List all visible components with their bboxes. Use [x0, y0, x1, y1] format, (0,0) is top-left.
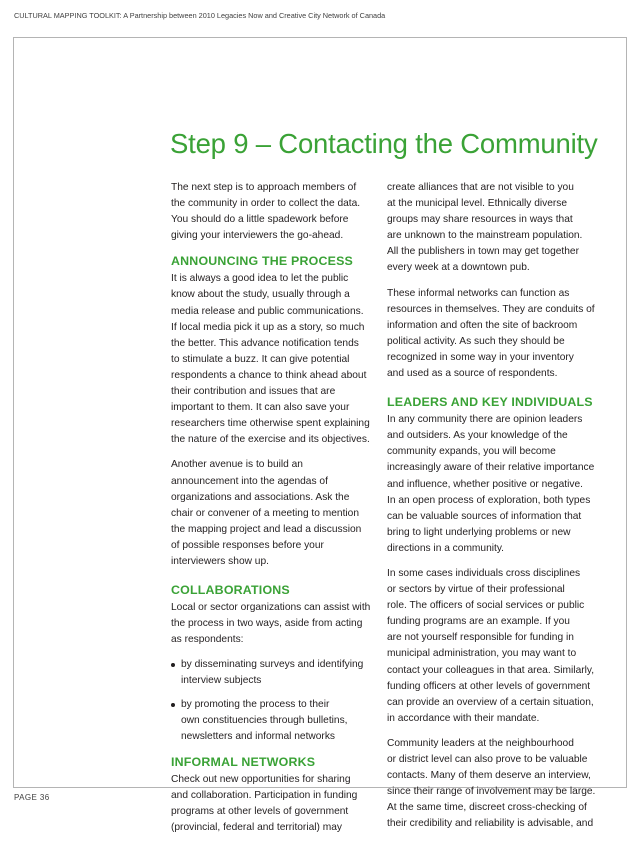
running-header: CULTURAL MAPPING TOOLKIT: A Partnership between 2010 Legacies Now and Creative City Network of Canada	[14, 11, 386, 20]
text-line: political activity. As such they should be	[387, 335, 565, 347]
bullet-text	[181, 697, 369, 745]
text-line: the process in two ways, aside from acting	[171, 618, 363, 630]
text-line: important to them. It can also save your	[171, 402, 350, 414]
heading-collaborations: COLLABORATIONS	[171, 583, 290, 598]
announcing-paragraph-1	[171, 271, 369, 448]
text-line: are unknown to the mainstream population.	[387, 230, 583, 242]
text-line: their contribution and issues that are	[171, 386, 336, 398]
text-line: media release and public communications.	[171, 305, 364, 317]
text-line: chair or convener of a meeting to mention	[171, 507, 360, 519]
list-item	[171, 697, 369, 745]
announcing-paragraph-2	[171, 457, 369, 570]
text-line: newsletters and informal networks	[181, 730, 336, 742]
right-column	[387, 180, 596, 841]
text-line: can be valuable sources of information that	[387, 510, 582, 522]
text-line: are not yourself responsible for funding in	[387, 632, 574, 644]
text-line: interviewers show up.	[171, 555, 269, 567]
text-line: organizations and associations. Ask the	[171, 491, 350, 503]
text-line: role. The officers of social services or public	[387, 600, 585, 612]
text-line: The next step is to approach members of	[171, 182, 357, 193]
text-line: Community leaders at the neighbourhood	[387, 737, 574, 749]
text-line: In any community there are opinion leaders	[387, 414, 583, 426]
text-line: and collaboration. Participation in funding	[171, 789, 358, 801]
text-line: and used as a source of respondents.	[387, 368, 558, 380]
heading-informal-networks: INFORMAL NETWORKS	[171, 754, 316, 769]
text-line: All the publishers in town may get together	[387, 246, 579, 258]
text-line: by promoting the process to their	[181, 698, 330, 710]
text-line: or sectors by virtue of their professional	[387, 584, 565, 596]
text-line: by disseminating surveys and identifying	[181, 659, 364, 671]
text-line: researchers time otherwise spent explaining	[171, 418, 370, 430]
text-line: Another avenue is to build an	[171, 459, 303, 471]
intro-paragraph	[171, 180, 369, 244]
text-line: or district level can also prove to be valuable	[387, 754, 588, 765]
page-title: Step 9 – Contacting the Community	[170, 128, 598, 159]
leaders-paragraph-2	[387, 566, 595, 727]
list-item	[171, 657, 369, 689]
text-line: to stimulate a buzz. It can give potential	[171, 353, 350, 365]
collaborations-intro	[171, 600, 369, 648]
text-line: giving your interviewers the go-ahead.	[171, 230, 344, 242]
text-line: in accordance with their mandate.	[387, 712, 540, 724]
text-line: the community in order to collect the data.	[171, 198, 361, 210]
text-line: directions in a community.	[387, 542, 505, 554]
text-line: Local or sector organizations can assist with	[171, 602, 371, 614]
bullet-text	[181, 657, 369, 689]
leaders-paragraph-1	[387, 412, 595, 557]
text-line: funding officers at other levels of government	[387, 680, 591, 692]
text-line: their credibility and reliability is advisable, and	[387, 818, 594, 830]
text-line: since their range of involvement may be large.	[387, 786, 596, 798]
text-line: In some cases individuals cross disciplines	[387, 567, 581, 579]
text-line: In an open process of exploration, both types	[387, 494, 591, 506]
heading-announcing-the-process: ANNOUNCING THE PROCESS	[171, 254, 354, 269]
text-line: municipal administration, you may want to	[387, 648, 577, 660]
text-line: and influence, whether positive or negative.	[387, 478, 583, 490]
text-line: announcement into the agendas of	[171, 475, 328, 487]
text-line: of possible responses before your	[171, 539, 324, 551]
text-line: know about the study, usually through a	[171, 289, 350, 301]
text-line: community expands, you will become	[387, 446, 556, 458]
text-line: groups may share resources in ways that	[387, 214, 573, 226]
text-line: At the same time, discreet cross-checking of	[387, 802, 587, 814]
text-line: contacts. Many of them deserve an interview,	[387, 770, 591, 782]
text-line: contact your colleagues in that area. Similarly,	[387, 664, 595, 676]
heading-leaders-and-key-individuals: LEADERS AND KEY INDIVIDUALS	[387, 395, 593, 410]
leaders-paragraph-3	[387, 736, 596, 833]
text-line: recognized in some way in your inventory	[387, 351, 574, 363]
text-line: bring to light underlying problems or new	[387, 526, 571, 538]
page-number: PAGE 36	[14, 793, 50, 802]
text-line: interview subjects	[181, 675, 262, 687]
bullet-icon	[171, 703, 175, 707]
text-line: own constituencies through bulletins,	[181, 714, 348, 726]
text-line: at the municipal level. Ethnically diverse	[387, 198, 568, 210]
text-line: every week at a downtown pub.	[387, 262, 530, 274]
text-line: programs at other levels of government	[171, 806, 349, 817]
text-line: respondents a chance to think ahead about	[171, 369, 367, 381]
text-line: the better. This advance notification tends	[171, 337, 359, 349]
text-line: information and often the site of backroom	[387, 319, 578, 331]
text-line: If local media pick it up as a story, so much	[171, 321, 365, 333]
informal-networks-paragraph	[171, 772, 369, 836]
text-line: and outsiders. As your knowledge of the	[387, 430, 568, 442]
text-line: as respondents:	[171, 634, 244, 646]
networks-paragraph	[387, 286, 595, 383]
text-line: It is always a good idea to let the public	[171, 273, 349, 285]
text-line: resources in themselves. They are conduits of	[387, 303, 595, 315]
text-line: funding programs are an example. If you	[387, 616, 570, 628]
text-line: the mapping project and lead a discussion	[171, 523, 362, 535]
text-line: the nature of the exercise and its objectives.	[171, 434, 370, 446]
continued-paragraph	[387, 180, 587, 277]
collaborations-list	[171, 657, 369, 744]
bullet-icon	[171, 663, 175, 667]
text-line: create alliances that are not visible to you	[387, 182, 574, 193]
text-line: can provide an overview of a certain situation,	[387, 696, 594, 708]
text-line: (provincial, federal and territorial) may	[171, 822, 342, 834]
text-line: increasingly aware of their relative importance	[387, 462, 595, 474]
text-line: These informal networks can function as	[387, 287, 570, 299]
left-column	[171, 180, 369, 845]
text-line: You should do a little spadework before	[171, 214, 349, 226]
text-line: Check out new opportunities for sharing	[171, 773, 351, 785]
